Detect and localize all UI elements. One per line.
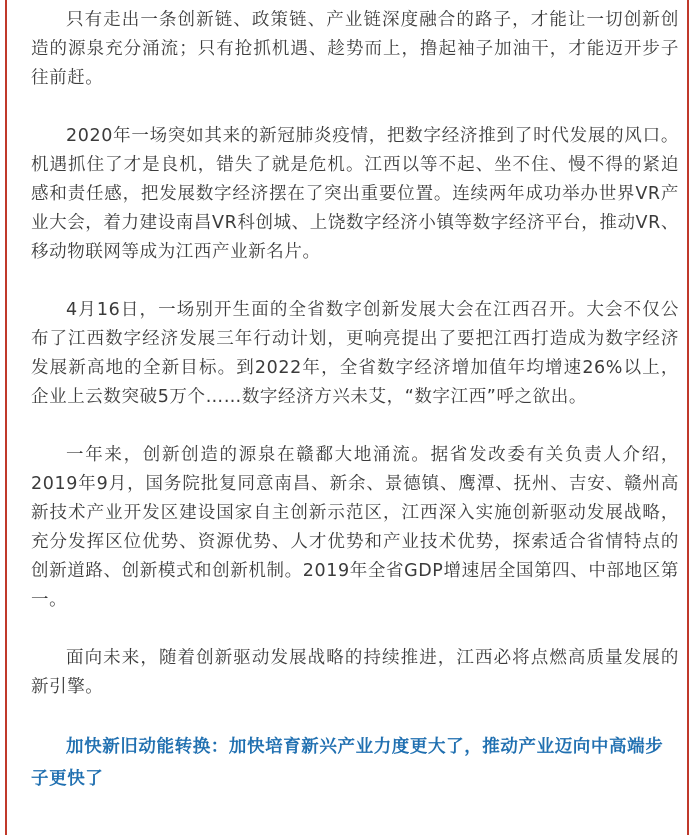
section-subheading: 加快新旧动能转换：加快培育新兴产业力度更大了，推动产业迈向中高端步子更快了 xyxy=(31,737,664,789)
article-frame xyxy=(5,0,689,835)
article-body xyxy=(31,6,679,795)
paragraph-4: 一年来，创新创造的源泉在赣鄱大地涌流。据省发改委有关负责人介绍，2019年9月，国务院批复同意南昌、新余、景德镇、鹰潭、抚州、吉安、赣州高新技术产业开发区建设国家自主创新示范区，江西深入实施创新驱动发展战略，充分发挥区位优势、资源优势、人才优势和产业技术优势，探索适合省情特点的创新道路、创新模式和创新机制。2019年全省GDP增速居全国第四、中部地区第一。 xyxy=(31,445,679,610)
paragraph-2: 2020年一场突如其来的新冠肺炎疫情，把数字经济推到了时代发展的风口。机遇抓住了才是良机，错失了就是危机。江西以等不起、坐不住、慢不得的紧迫感和责任感，把发展数字经济摆在了突出重要位置。连续两年成功举办世界VR产业大会，着力建设南昌VR科创城、上饶数字经济小镇等数字经济平台，推动VR、移动物联网等成为江西产业新名片。 xyxy=(31,126,679,262)
paragraph-3: 4月16日，一场别开生面的全省数字创新发展大会在江西召开。大会不仅公布了江西数字经济发展三年行动计划，更响亮提出了要把江西打造成为数字经济发展新高地的全新目标。到2022年，全省数字经济增加值年均增速26%以上，企业上云数突破5万个……数字经济方兴未艾，“数字江西”呼之欲出。 xyxy=(31,300,679,407)
paragraph-1: 只有走出一条创新链、政策链、产业链深度融合的路子，才能让一切创新创造的源泉充分涌流；只有抢抓机遇、趁势而上，撸起袖子加油干，才能迈开步子往前赶。 xyxy=(31,10,679,88)
paragraph-5: 面向未来，随着创新驱动发展战略的持续推进，江西必将点燃高质量发展的新引擎。 xyxy=(31,648,679,697)
